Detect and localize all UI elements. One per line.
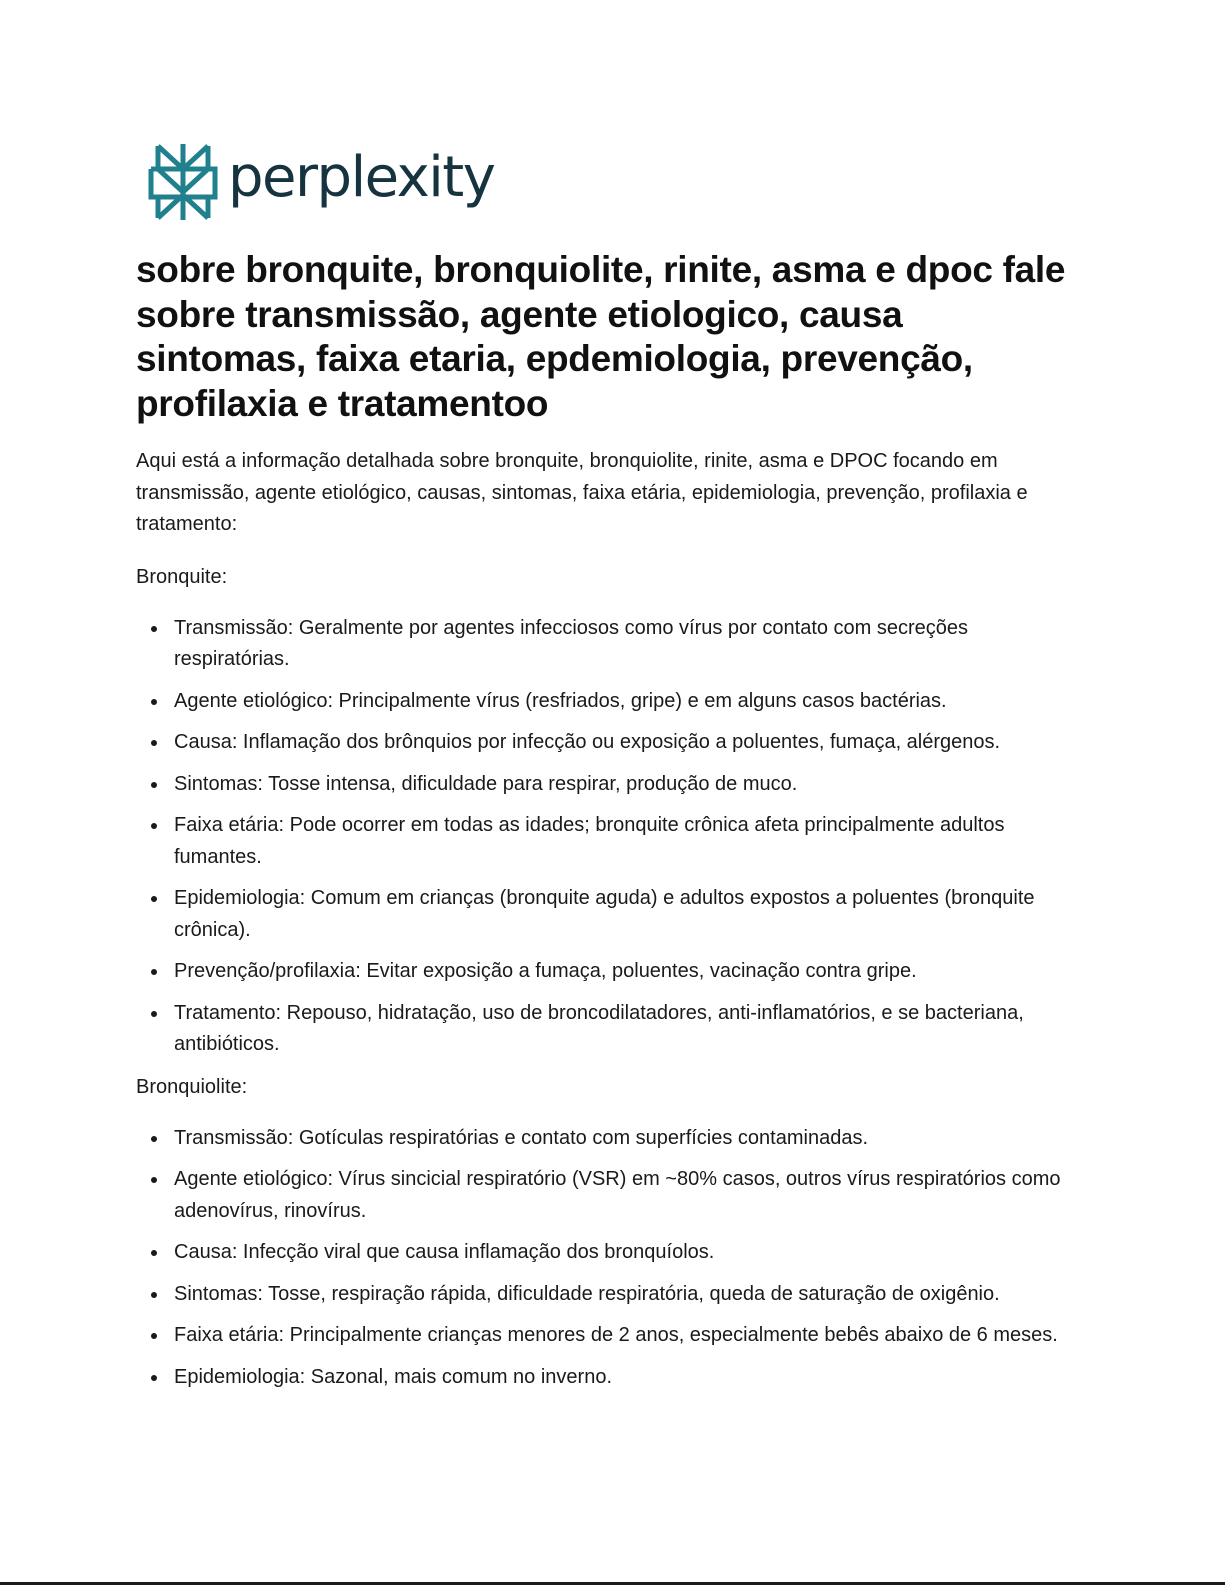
- list-item: Agente etiológico: Principalmente vírus (resfriados, gripe) e em alguns casos bactérias.: [136, 686, 1076, 718]
- bronquite-list: [136, 613, 1076, 1061]
- brand-logo: [148, 140, 1076, 224]
- bronquiolite-list: [136, 1123, 1076, 1394]
- list-item: Tratamento: Repouso, hidratação, uso de broncodilatadores, anti-inflamatórios, e se bacteriana, antibióticos.: [136, 998, 1076, 1061]
- list-item: Agente etiológico: Vírus sincicial respiratório (VSR) em ~80% casos, outros vírus respiratórios como adenovírus, rinovírus.: [136, 1164, 1076, 1227]
- page-title: sobre bronquite, bronquiolite, rinite, asma e dpoc fale sobre transmissão, agente etiologico, causa sintomas, faixa etaria, epdemiologia, prevenção, profilaxia e tratamentoo: [136, 249, 1066, 424]
- perplexity-logo-icon: [148, 142, 218, 222]
- list-item: Causa: Infecção viral que causa inflamação dos bronquíolos.: [136, 1237, 1076, 1269]
- list-item: Epidemiologia: Comum em crianças (bronquite aguda) e adultos expostos a poluentes (bronquite crônica).: [136, 883, 1076, 946]
- intro-paragraph: Aqui está a informação detalhada sobre bronquite, bronquiolite, rinite, asma e DPOC focando em transmissão, agente etiológico, causas, sintomas, faixa etária, epidemiologia, prevenção, profilaxia e tratamento:: [136, 450, 1028, 535]
- list-item: Prevenção/profilaxia: Evitar exposição a fumaça, poluentes, vacinação contra gripe.: [136, 956, 1076, 988]
- list-item: Sintomas: Tosse, respiração rápida, dificuldade respiratória, queda de saturação de oxigênio.: [136, 1279, 1076, 1311]
- list-item: Faixa etária: Principalmente crianças menores de 2 anos, especialmente bebês abaixo de 6 meses.: [136, 1320, 1076, 1352]
- list-item: Causa: Inflamação dos brônquios por infecção ou exposição a poluentes, fumaça, alérgenos.: [136, 727, 1076, 759]
- section-label-bronquiolite: Bronquiolite:: [136, 1075, 248, 1098]
- brand-name: perplexity: [228, 145, 495, 210]
- document-page: [136, 140, 1076, 1403]
- list-item: Epidemiologia: Sazonal, mais comum no inverno.: [136, 1362, 1076, 1394]
- list-item: Faixa etária: Pode ocorrer em todas as idades; bronquite crônica afeta principalmente adultos fumantes.: [136, 810, 1076, 873]
- section-label-bronquite: Bronquite:: [136, 565, 228, 588]
- list-item: Transmissão: Gotículas respiratórias e contato com superfícies contaminadas.: [136, 1123, 1076, 1155]
- list-item: Sintomas: Tosse intensa, dificuldade para respirar, produção de muco.: [136, 769, 1076, 801]
- list-item: Transmissão: Geralmente por agentes infecciosos como vírus por contato com secreções respiratórias.: [136, 613, 1076, 676]
